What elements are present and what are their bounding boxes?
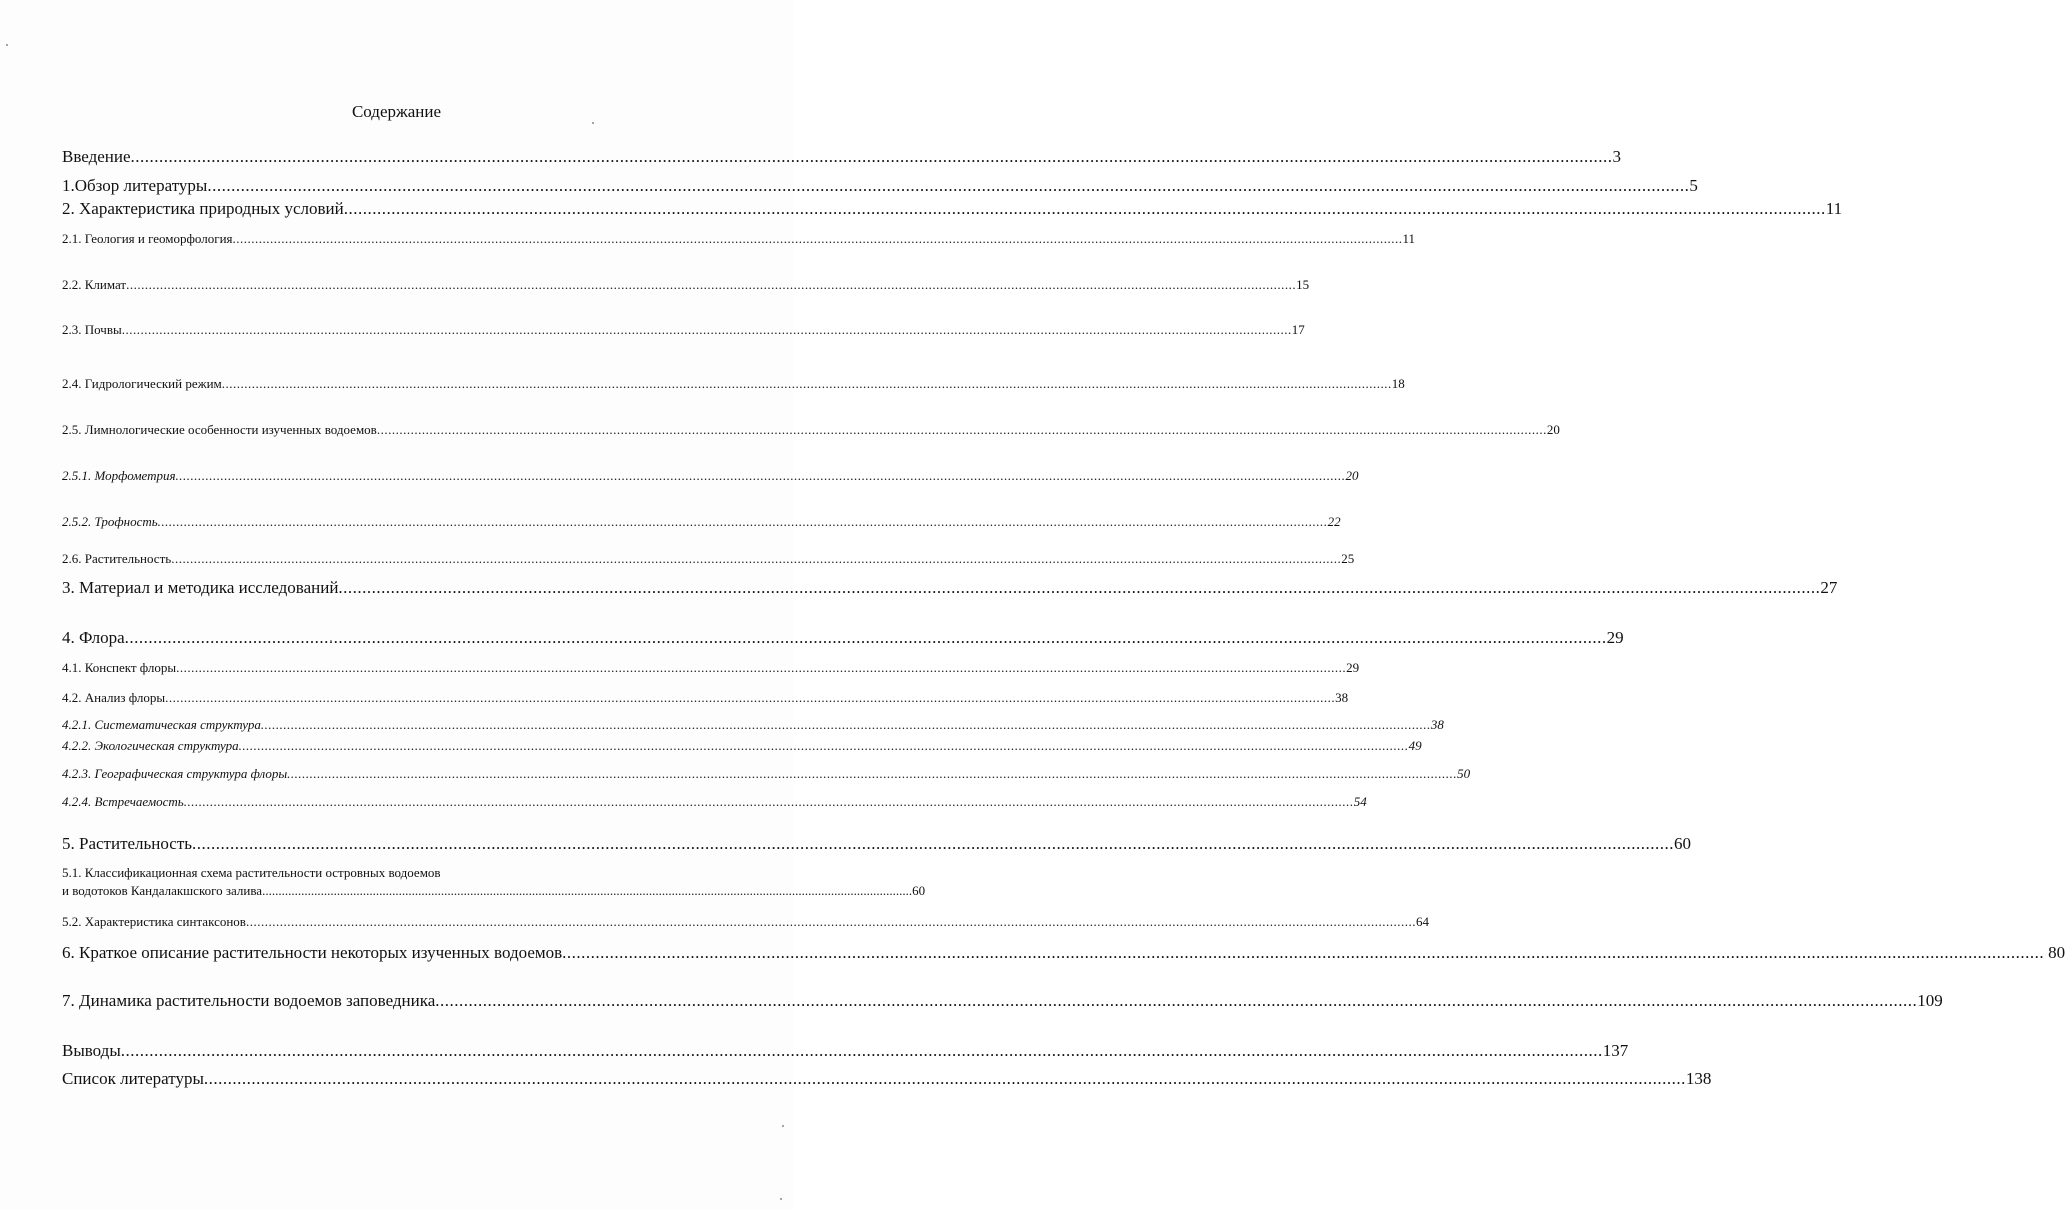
toc-entry-flora: [62, 627, 1624, 649]
toc-leader-dots: [344, 198, 1826, 220]
toc-leader-dots: [126, 276, 1296, 294]
toc-entry-label: Выводы: [62, 1041, 121, 1060]
toc-entry-page: 50: [1457, 766, 1471, 781]
toc-entry-page: 137: [1602, 1041, 1629, 1060]
toc-leader-dots: [184, 793, 1354, 811]
toc-entry-limnology: [62, 421, 1560, 439]
toc-entry-flora-synopsis: [62, 659, 1360, 677]
toc-entry-literature-review: [62, 175, 1698, 197]
toc-entry-label: 7. Динамика растительности водоемов заповедника: [62, 991, 436, 1010]
toc-entry-label: 4.2.3. Географическая структура флоры: [62, 766, 288, 781]
toc-entry-page: 38: [1335, 690, 1349, 705]
toc-entry-vegetation: [62, 833, 1692, 855]
toc-title: Содержание: [351, 102, 442, 121]
toc-entry-page: 49: [1408, 738, 1422, 753]
toc-entry-label: 5. Растительность: [62, 834, 193, 853]
toc-entry-page: 18: [1391, 376, 1405, 391]
toc-entry-label: 2.2. Климат: [62, 277, 127, 292]
toc-entry-geology: [62, 230, 1416, 248]
toc-entry-page: 25: [1341, 551, 1355, 566]
toc-entry-page: 5: [1689, 176, 1698, 195]
toc-leader-dots: [176, 467, 1346, 485]
toc-leader-dots: [239, 737, 1409, 755]
toc-entry-page: 11: [1825, 199, 1843, 218]
toc-entry-short-description: [62, 942, 2065, 964]
toc-entry-page: 20: [1546, 422, 1560, 437]
toc-entry-label: 4.1. Конспект флоры: [62, 660, 177, 675]
toc-entry-label: 2.3. Почвы: [62, 322, 122, 337]
toc-entry-label: 1.Обзор литературы: [62, 176, 208, 195]
toc-leader-dots: [246, 913, 1416, 931]
toc-leader-dots: [204, 1068, 1686, 1090]
toc-entry-label: 5.2. Характеристика синтаксонов: [62, 914, 246, 929]
toc-entry-page: 64: [1415, 914, 1429, 929]
toc-entry-label: 2. Характеристика природных условий: [62, 199, 344, 218]
toc-entry-references: [62, 1068, 1712, 1090]
toc-leader-dots: [158, 513, 1328, 531]
toc-leader-dots: [165, 689, 1335, 707]
toc-entry-flora-analysis: [62, 689, 1349, 707]
toc-entry-page: 15: [1296, 277, 1310, 292]
toc-entry-soils: [62, 321, 1305, 339]
toc-entry-page: 29: [1346, 660, 1360, 675]
toc-entry-label: 2.4. Гидрологический режим: [62, 376, 222, 391]
scan-speck: [592, 122, 594, 124]
toc-entry-label: 2.5.2. Трофность: [62, 514, 158, 529]
toc-entry-syntaxa: [62, 913, 1429, 931]
toc-entry-label: 2.5. Лимнологические особенности изученных водоемов: [62, 422, 377, 437]
toc-entry-natural-conditions: [62, 198, 1843, 220]
toc-entry-hydrology: [62, 375, 1405, 393]
toc-entry-geographic-structure: [62, 765, 1471, 783]
toc-entry-morphometry: [62, 467, 1359, 485]
toc-leader-dots: [125, 627, 1607, 649]
toc-entry-introduction: [62, 146, 1622, 168]
toc-entry-trophicity: [62, 513, 1341, 531]
toc-leader-dots: [192, 833, 1674, 855]
toc-entry-occurrence: [62, 793, 1367, 811]
scan-speck: [782, 1125, 784, 1127]
toc-leader-dots: ........................................................................................................................................................................................................: [262, 883, 913, 898]
toc-entry-label: 4.2.2. Экологическая структура: [62, 738, 239, 753]
toc-entry-page: 11: [1402, 231, 1416, 246]
toc-leader-dots: [176, 659, 1346, 677]
toc-leader-dots: [287, 765, 1457, 783]
toc-entry-page: 3: [1612, 147, 1622, 166]
toc-entry-page: 29: [1606, 628, 1624, 647]
toc-entry-label: 6. Краткое описание растительности некоторых изученных водоемов: [62, 943, 563, 962]
toc-entry-label: 2.6. Растительность: [62, 551, 172, 566]
toc-entry-page: 27: [1820, 578, 1838, 597]
toc-leader-dots: [122, 321, 1292, 339]
toc-entry-vegetation-overview: [62, 550, 1355, 568]
toc-entry-label-continued: и водотоков Кандалакшского залива: [62, 883, 263, 898]
toc-entry-label: 4.2. Анализ флоры: [62, 690, 166, 705]
toc-entry-label: 3. Материал и методика исследований: [62, 578, 339, 597]
toc-leader-dots: [435, 990, 1917, 1012]
toc-entry-page: 54: [1353, 794, 1367, 809]
toc-entry-page: 38: [1430, 717, 1444, 732]
toc-entry-systematic-structure: [62, 716, 1444, 734]
toc-entry-page: 60: [1674, 834, 1692, 853]
toc-entry-classification-scheme: [62, 864, 926, 900]
toc-entry-page: 17: [1291, 322, 1305, 337]
toc-entry-label: Список литературы: [62, 1069, 204, 1088]
toc-leader-dots: [562, 942, 2044, 964]
toc-leader-dots: [121, 1040, 1603, 1062]
toc-entry-page: 20: [1345, 468, 1359, 483]
toc-leader-dots: [377, 421, 1547, 439]
toc-entry-label: 4. Флора: [62, 628, 125, 647]
scan-speck: [780, 1198, 782, 1200]
scan-speck: [330, 640, 332, 642]
toc-entry-conclusions: [62, 1040, 1629, 1062]
toc-entry-second-line: [62, 882, 926, 900]
toc-leader-dots: [338, 577, 1820, 599]
toc-entry-label: 5.1. Классификационная схема растительности островных водоемов: [62, 865, 441, 880]
toc-entry-page: 22: [1327, 514, 1341, 529]
toc-leader-dots: [131, 146, 1613, 168]
toc-entry-methods: [62, 577, 1838, 599]
toc-entry-label: 2.5.1. Морфометрия: [62, 468, 176, 483]
scan-speck: [6, 44, 8, 46]
toc-leader-dots: [261, 716, 1431, 734]
toc-entry-climate: [62, 276, 1310, 294]
toc-entry-page: 138: [1685, 1069, 1712, 1088]
toc-leader-dots: [207, 175, 1689, 197]
toc-entry-label: 2.1. Геология и геоморфология: [62, 231, 233, 246]
toc-entry-label: 4.2.4. Встречаемость: [62, 794, 184, 809]
toc-entry-ecological-structure: [62, 737, 1422, 755]
toc-leader-dots: [233, 230, 1403, 248]
toc-entry-label: 4.2.1. Систематическая структура: [62, 717, 261, 732]
toc-leader-dots: [222, 375, 1392, 393]
toc-leader-dots: [171, 550, 1341, 568]
toc-entry-label: Введение: [62, 147, 131, 166]
toc-entry-vegetation-dynamics: [62, 990, 1943, 1012]
toc-entry-page: 109: [1917, 991, 1943, 1010]
toc-entry-page: 80: [2048, 943, 2065, 962]
toc-entry-page: 60: [912, 883, 926, 898]
